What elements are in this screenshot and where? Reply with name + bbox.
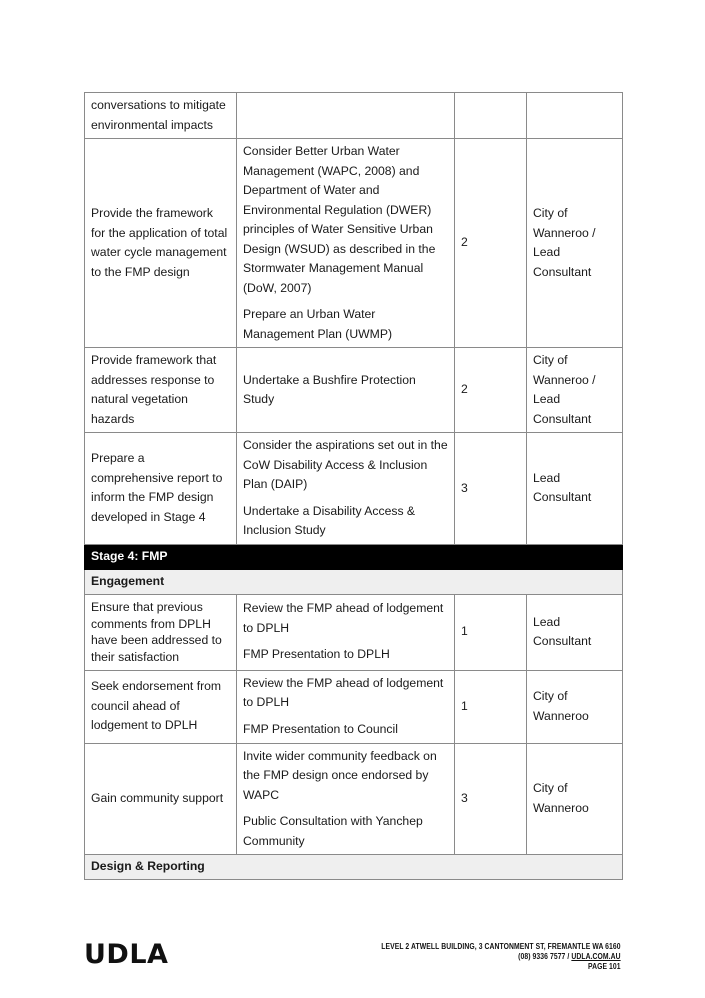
footer-address: LEVEL 2 ATWELL BUILDING, 3 CANTONMENT ST, FREMANTLE WA 6160 (381, 942, 621, 951)
objective-cell: Provide the framework for the application of total water cycle management to the FMP design (85, 139, 237, 348)
actions-cell (237, 93, 455, 139)
action-item: Invite wider community feedback on the FMP design once endorsed by WAPC (243, 748, 437, 802)
objective-cell: Ensure that previous comments from DPLH have been addressed to their satisfaction (85, 594, 237, 670)
action-item: Consider the aspirations set out in the CoW Disability Access & Inclusion Plan (DAIP) (243, 438, 448, 491)
table-row (85, 93, 623, 139)
section-header-row (85, 855, 623, 880)
table-row (85, 139, 623, 348)
engagement-header: Engagement (85, 569, 623, 594)
responsibility-cell (527, 93, 623, 139)
design-reporting-header: Design & Reporting (85, 855, 623, 880)
footer-phone: (08) 9336 7577 (518, 952, 566, 961)
actions-cell (237, 743, 455, 855)
table-row (85, 348, 623, 433)
footer-website-link[interactable]: UDLA.COM.AU (571, 952, 621, 961)
objective-cell: conversations to mitigate environmental impacts (85, 93, 237, 139)
action-item: Public Consultation with Yanchep Community (243, 814, 423, 848)
objective-cell: Prepare a comprehensive report to inform the FMP design developed in Stage 4 (85, 433, 237, 545)
actions-cell (237, 670, 455, 743)
section-header-row (85, 569, 623, 594)
priority-cell: 2 (455, 139, 527, 348)
footer-separator: / (565, 952, 572, 961)
responsibility-cell: City of Wanneroo (527, 743, 623, 855)
priority-cell: 3 (455, 433, 527, 545)
footer-page-number: PAGE 101 (588, 962, 621, 971)
action-item: Review the FMP ahead of lodgement to DPLH (243, 675, 444, 710)
action-item: FMP Presentation to DPLH (243, 647, 390, 662)
table-row (85, 670, 623, 743)
actions-cell (237, 594, 455, 670)
responsibility-cell: City of Wanneroo (527, 670, 623, 743)
responsibility-cell: Lead Consultant (527, 433, 623, 545)
table-row (85, 433, 623, 545)
actions-cell (237, 139, 455, 348)
actions-cell (237, 348, 455, 433)
footer-contact (382, 942, 621, 972)
stage-header: Stage 4: FMP (85, 544, 623, 569)
actions-table (84, 92, 623, 880)
action-item: Consider Better Urban Water Management (WAPC, 2008) and Department of Water and Environmental Regulation (DWER) principles of Water Sensitive Urban Design (WSUD) as described in the Stormwater Management Manual (DoW, 2007) (243, 144, 436, 295)
objective-cell: Provide framework that addresses response to natural vegetation hazards (85, 348, 237, 433)
action-item: FMP Presentation to Council (243, 721, 398, 736)
footer-phone-line (382, 952, 621, 962)
objective-cell: Seek endorsement from council ahead of lodgement to DPLH (85, 670, 237, 743)
priority-cell: 3 (455, 743, 527, 855)
action-item: Undertake a Disability Access & Inclusion Study (243, 503, 416, 537)
priority-cell: 1 (455, 594, 527, 670)
udla-logo: UDLA (84, 939, 169, 970)
action-item: Review the FMP ahead of lodgement to DPLH (243, 601, 444, 635)
priority-cell (455, 93, 527, 139)
stage-header-row (85, 544, 623, 569)
table-row (85, 594, 623, 670)
responsibility-cell: City of Wanneroo / Lead Consultant (527, 348, 623, 433)
table-row (85, 743, 623, 855)
action-item: Undertake a Bushfire Protection Study (243, 372, 416, 406)
priority-cell: 2 (455, 348, 527, 433)
responsibility-cell: Lead Consultant (527, 594, 623, 670)
priority-cell: 1 (455, 670, 527, 743)
actions-cell (237, 433, 455, 545)
objective-cell: Gain community support (85, 743, 237, 855)
action-item: Prepare an Urban Water Management Plan (UWMP) (243, 307, 393, 341)
responsibility-cell: City of Wanneroo / Lead Consultant (527, 139, 623, 348)
